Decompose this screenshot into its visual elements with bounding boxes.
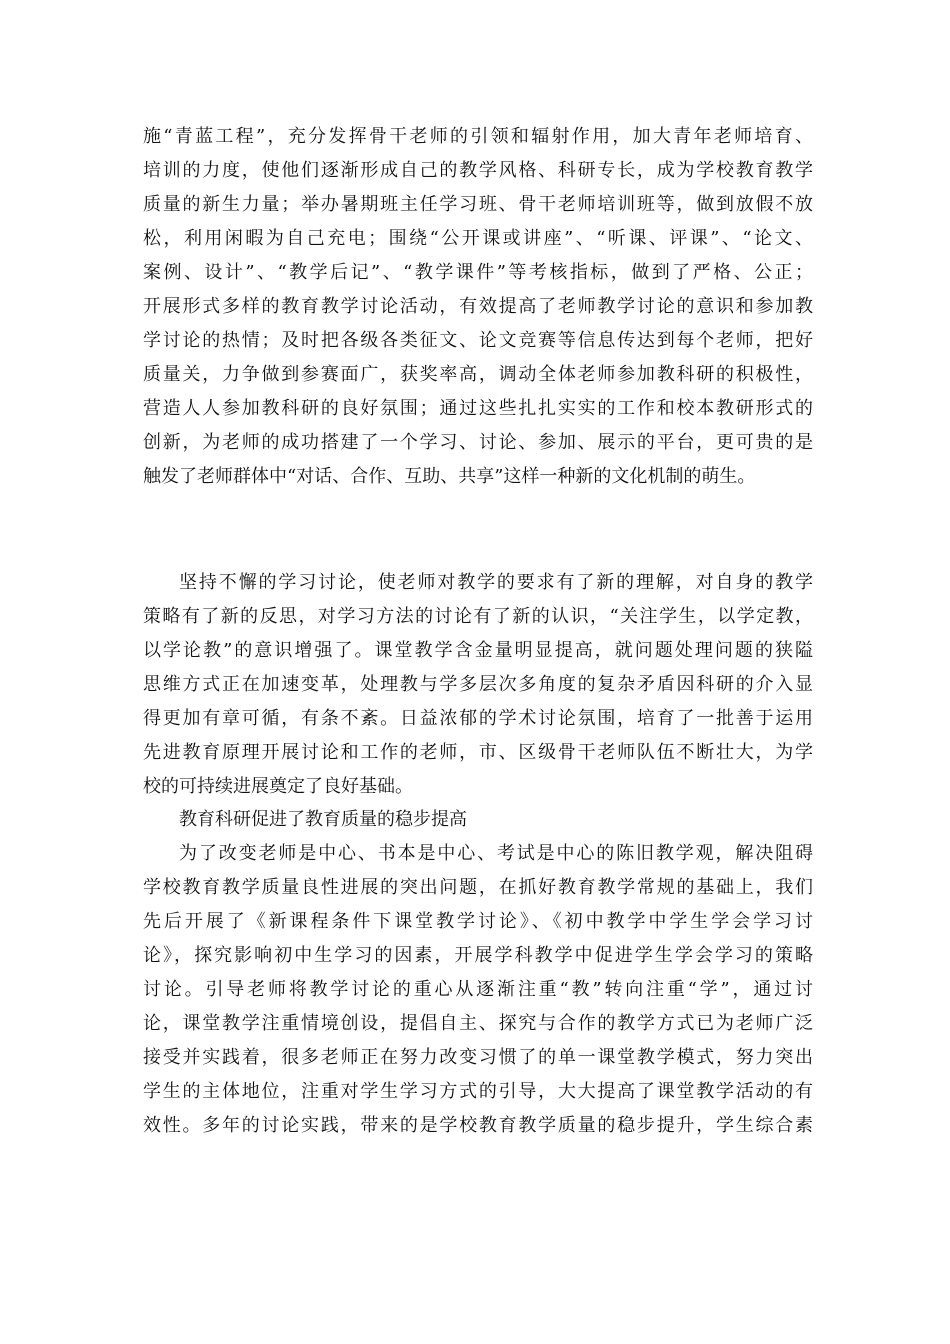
text-line: 松，利用闲暇为自己充电；围绕“公开课或讲座”、“听课、评课”、“论文、 (143, 228, 813, 249)
paragraph-qinglan-project (143, 120, 813, 494)
section-heading-text: 教育科研促进了教育质量的稳步提高 (179, 809, 467, 830)
text-line: 校的可持续进展奠定了良好基础。 (143, 776, 413, 797)
text-line: 施“青蓝工程”，充分发挥骨干老师的引领和辐射作用，加大青年老师培育、 (143, 126, 813, 147)
text-line: 质量关，力争做到参赛面广，获奖率高，调动全体老师参加教科研的积极性， (143, 364, 813, 385)
text-line: 论，课堂教学注重情境创设，提倡自主、探究与合作的教学方式已为老师广泛 (143, 1013, 813, 1034)
text-line: 学讨论的热情；及时把各级各类征文、论文竞赛等信息传达到每个老师，把好 (143, 330, 813, 351)
text-line: 先后开展了《新课程条件下课堂教学讨论》、《初中教学中学生学会学习讨 (143, 911, 813, 932)
text-line: 策略有了新的反思，对学习方法的讨论有了新的认识，“关注学生，以学定教， (143, 606, 813, 627)
text-line: 论》，探究影响初中生学习的因素，开展学科教学中促进学生学会学习的策略 (143, 945, 813, 966)
text-line: 开展形式多样的教育教学讨论活动，有效提高了老师教学讨论的意识和参加教 (143, 296, 813, 317)
text-line: 营造人人参加教科研的良好氛围；通过这些扎扎实实的工作和校本教研形式的 (143, 398, 813, 419)
text-line: 思维方式正在加速变革，处理教与学多层次多角度的复杂矛盾因科研的介入显 (143, 674, 813, 695)
text-line: 学生的主体地位，注重对学生学习方式的引导，大大提高了课堂教学活动的有 (143, 1081, 813, 1102)
text-line: 培训的力度，使他们逐渐形成自己的教学风格、科研专长，成为学校教育教学 (143, 160, 813, 181)
text-line: 学校教育教学质量良性进展的突出问题，在抓好教育教学常规的基础上，我们 (143, 877, 813, 898)
text-line: 得更加有章可循，有条不紊。日益浓郁的学术讨论氛围，培育了一批善于运用 (143, 708, 813, 729)
text-line: 质量的新生力量；举办暑期班主任学习班、骨干老师培训班等，做到放假不放 (143, 194, 813, 215)
text-line: 案例、设计”、“教学后记”、“教学课件”等考核指标，做到了严格、公正； (143, 262, 813, 283)
section-heading (143, 803, 813, 837)
text-line: 以学论教”的意识增强了。课堂教学含金量明显提高，就问题处理问题的狭隘 (143, 640, 813, 661)
text-line: 创新，为老师的成功搭建了一个学习、讨论、参加、展示的平台，更可贵的是 (143, 432, 813, 453)
paragraph-teaching-quality (143, 837, 813, 1143)
text-line: 讨论。引导老师将教学讨论的重心从逐渐注重“教”转向注重“学”，通过讨 (143, 979, 813, 1000)
text-line: 坚持不懈的学习讨论，使老师对教学的要求有了新的理解，对自身的教学 (179, 572, 813, 593)
text-line: 效性。多年的讨论实践，带来的是学校教育教学质量的稳步提升，学生综合素 (143, 1115, 813, 1136)
text-line: 接受并实践着，很多老师正在努力改变习惯了的单一课堂教学模式，努力突出 (143, 1047, 813, 1068)
paragraph-learning-discussion (143, 566, 813, 804)
text-line: 触发了老师群体中“对话、合作、互助、共享”这样一种新的文化机制的萌生。 (143, 466, 756, 487)
text-line: 为了改变老师是中心、书本是中心、考试是中心的陈旧教学观，解决阻碍 (179, 843, 813, 864)
text-line: 先进教育原理开展讨论和工作的老师，市、区级骨干老师队伍不断壮大，为学 (143, 742, 813, 763)
